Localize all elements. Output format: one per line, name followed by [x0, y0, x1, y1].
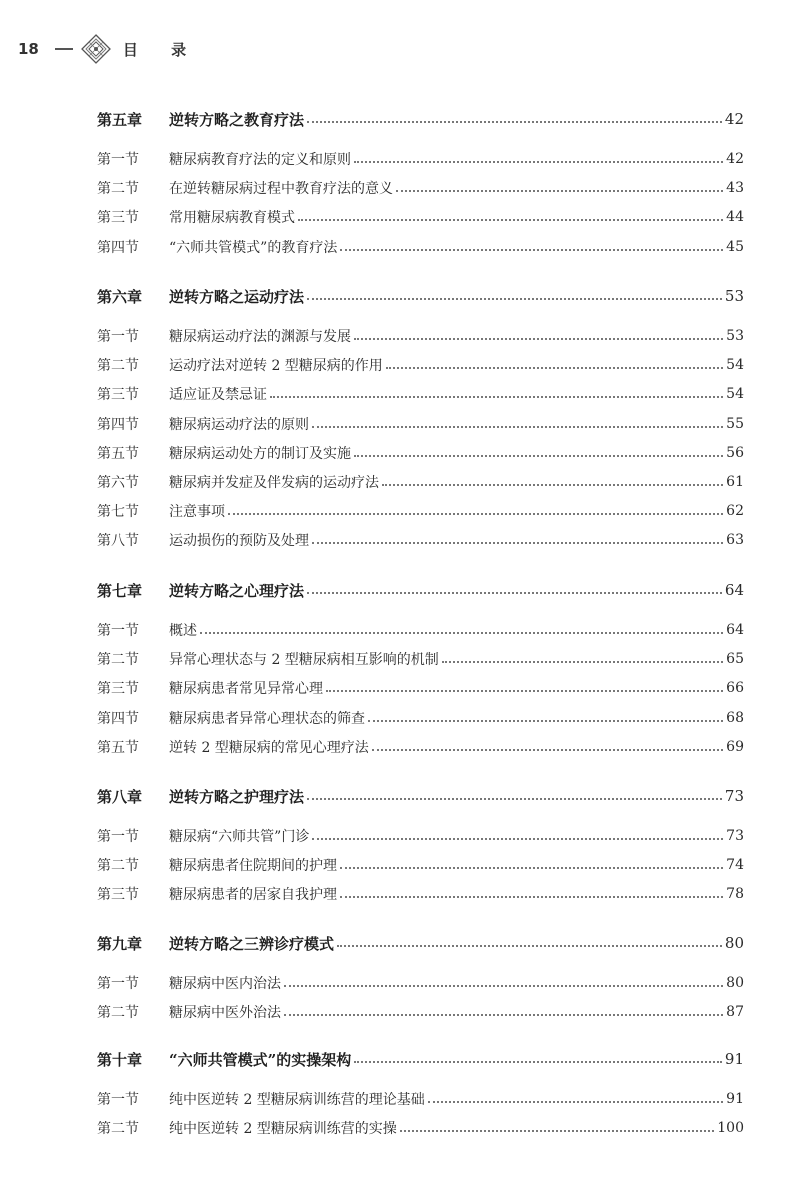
section-page-number: 63	[726, 532, 744, 548]
toc-section-row	[97, 205, 744, 229]
toc-section-row	[97, 441, 744, 465]
chapter-page-number: 64	[724, 581, 744, 599]
section-title: 糖尿病中医内治法	[169, 976, 281, 992]
section-page-number: 54	[726, 357, 744, 373]
toc-section-row	[97, 735, 744, 759]
section-page-number: 91	[726, 1091, 744, 1107]
toc-section-row	[97, 824, 744, 848]
header-title: 目 录	[122, 40, 201, 59]
toc-section-row	[97, 528, 744, 552]
chapter-title: 逆转方略之三辨诊疗模式	[169, 934, 335, 953]
toc-section-row	[97, 706, 744, 730]
section-page-number: 74	[726, 857, 744, 873]
section-page-number: 80	[726, 975, 744, 991]
section-title: 常用糖尿病教育模式	[169, 210, 295, 226]
section-page-number: 56	[726, 445, 744, 461]
section-title: 适应证及禁忌证	[169, 387, 267, 403]
section-number: 第二节	[97, 858, 139, 874]
section-number: 第六节	[97, 475, 139, 491]
section-number: 第一节	[97, 1092, 139, 1108]
section-number: 第四节	[97, 711, 139, 727]
toc-section-row	[97, 470, 744, 494]
dot-leader	[326, 690, 723, 692]
section-title: 纯中医逆转 2 型糖尿病训练营的理论基础	[169, 1092, 425, 1108]
section-page-number: 55	[726, 416, 744, 432]
running-header	[18, 34, 200, 64]
dot-leader	[312, 838, 723, 840]
toc-section-row	[97, 1116, 744, 1140]
section-title: 糖尿病患者住院期间的护理	[169, 858, 337, 874]
section-page-number: 45	[726, 239, 744, 255]
toc-section-row	[97, 235, 744, 259]
toc-section-row	[97, 618, 744, 642]
dot-leader	[354, 161, 723, 163]
section-title: 糖尿病患者异常心理状态的筛查	[169, 711, 365, 727]
section-title: 糖尿病患者常见异常心理	[169, 681, 323, 697]
section-title: 糖尿病运动处方的制订及实施	[169, 446, 351, 462]
section-page-number: 87	[726, 1004, 744, 1020]
chapter-number: 第八章	[97, 787, 143, 806]
dot-leader	[337, 945, 722, 947]
section-page-number: 66	[726, 680, 744, 696]
dot-leader	[372, 749, 723, 751]
section-page-number: 54	[726, 386, 744, 402]
chapter-number: 第七章	[97, 581, 143, 600]
dot-leader	[340, 249, 723, 251]
dot-leader	[284, 1014, 723, 1016]
section-number: 第一节	[97, 329, 139, 345]
section-number: 第一节	[97, 829, 139, 845]
dot-leader	[386, 367, 723, 369]
page-number: 18	[18, 40, 39, 58]
section-page-number: 78	[726, 886, 744, 902]
toc-chapter-row	[97, 784, 744, 808]
dot-leader	[284, 985, 723, 987]
chapter-number: 第五章	[97, 110, 143, 129]
chapter-title: 逆转方略之教育疗法	[169, 110, 305, 129]
dot-leader	[368, 720, 723, 722]
toc-section-row	[97, 176, 744, 200]
section-page-number: 62	[726, 503, 744, 519]
section-title: 运动损伤的预防及处理	[169, 533, 309, 549]
dot-leader	[307, 592, 722, 594]
dot-leader	[200, 632, 723, 634]
dot-leader	[228, 513, 723, 515]
section-number: 第五节	[97, 740, 139, 756]
section-title: 糖尿病教育疗法的定义和原则	[169, 152, 351, 168]
toc-chapter-row	[97, 107, 744, 131]
section-title: 注意事项	[169, 504, 225, 520]
section-number: 第五节	[97, 446, 139, 462]
section-number: 第四节	[97, 240, 139, 256]
section-number: 第三节	[97, 887, 139, 903]
section-page-number: 68	[726, 710, 744, 726]
dot-leader	[400, 1130, 714, 1132]
section-title: 异常心理状态与 2 型糖尿病相互影响的机制	[169, 652, 439, 668]
chapter-number: 第十章	[97, 1050, 143, 1069]
section-title: 糖尿病并发症及伴发病的运动疗法	[169, 475, 379, 491]
section-number: 第二节	[97, 1005, 139, 1021]
toc-section-row	[97, 676, 744, 700]
toc-chapter-row	[97, 578, 744, 602]
chapter-page-number: 80	[724, 934, 744, 952]
dot-leader	[312, 542, 723, 544]
section-page-number: 73	[726, 828, 744, 844]
toc-section-row	[97, 647, 744, 671]
chapter-page-number: 42	[724, 110, 744, 128]
diamond-ornament-icon	[81, 34, 111, 64]
dot-leader	[354, 1061, 722, 1063]
chapter-title: 逆转方略之运动疗法	[169, 287, 305, 306]
toc-section-row	[97, 382, 744, 406]
chapter-title: 逆转方略之心理疗法	[169, 581, 305, 600]
dot-leader	[307, 298, 722, 300]
toc-section-row	[97, 499, 744, 523]
section-title: 概述	[169, 623, 197, 639]
dot-leader	[312, 426, 723, 428]
dot-leader	[428, 1101, 723, 1103]
section-page-number: 43	[726, 180, 744, 196]
section-title: 糖尿病患者的居家自我护理	[169, 887, 337, 903]
toc-chapter-row	[97, 1047, 744, 1071]
section-number: 第二节	[97, 181, 139, 197]
section-page-number: 69	[726, 739, 744, 755]
section-page-number: 61	[726, 474, 744, 490]
toc-section-row	[97, 1087, 744, 1111]
section-page-number: 44	[726, 209, 744, 225]
toc-section-row	[97, 412, 744, 436]
chapter-page-number: 91	[724, 1050, 744, 1068]
chapter-number: 第六章	[97, 287, 143, 306]
toc-section-row	[97, 324, 744, 348]
section-title: 糖尿病中医外治法	[169, 1005, 281, 1021]
section-page-number: 65	[726, 651, 744, 667]
section-number: 第二节	[97, 652, 139, 668]
section-title: 糖尿病运动疗法的渊源与发展	[169, 329, 351, 345]
section-page-number: 64	[726, 622, 744, 638]
dot-leader	[307, 121, 722, 123]
toc-section-row	[97, 853, 744, 877]
toc-section-row	[97, 971, 744, 995]
dot-leader	[270, 396, 723, 398]
dot-leader	[340, 867, 723, 869]
section-number: 第二节	[97, 358, 139, 374]
toc-section-row	[97, 353, 744, 377]
toc-section-row	[97, 147, 744, 171]
dot-leader	[396, 190, 723, 192]
section-number: 第七节	[97, 504, 139, 520]
section-number: 第三节	[97, 387, 139, 403]
chapter-page-number: 53	[724, 287, 744, 305]
dot-leader	[354, 455, 723, 457]
dot-leader	[298, 219, 723, 221]
toc-chapter-row	[97, 284, 744, 308]
dot-leader	[307, 798, 722, 800]
section-title: “六师共管模式”的教育疗法	[169, 240, 338, 256]
section-page-number: 53	[726, 328, 744, 344]
section-number: 第二节	[97, 1121, 139, 1137]
chapter-title: “六师共管模式”的实操架构	[169, 1050, 352, 1069]
section-number: 第三节	[97, 681, 139, 697]
toc-chapter-row	[97, 931, 744, 955]
chapter-title: 逆转方略之护理疗法	[169, 787, 305, 806]
section-number: 第一节	[97, 623, 139, 639]
chapter-number: 第九章	[97, 934, 143, 953]
dot-leader	[340, 896, 723, 898]
header-dash	[55, 48, 73, 50]
section-number: 第一节	[97, 976, 139, 992]
section-number: 第一节	[97, 152, 139, 168]
dot-leader	[354, 338, 723, 340]
section-title: 逆转 2 型糖尿病的常见心理疗法	[169, 740, 369, 756]
section-number: 第三节	[97, 210, 139, 226]
section-title: 在逆转糖尿病过程中教育疗法的意义	[169, 181, 393, 197]
section-title: 运动疗法对逆转 2 型糖尿病的作用	[169, 358, 383, 374]
section-page-number: 100	[717, 1120, 744, 1136]
dot-leader	[442, 661, 723, 663]
section-title: 糖尿病运动疗法的原则	[169, 417, 309, 433]
section-title: 糖尿病“六师共管”门诊	[169, 829, 310, 845]
chapter-page-number: 73	[724, 787, 744, 805]
section-number: 第四节	[97, 417, 139, 433]
toc-section-row	[97, 1000, 744, 1024]
toc-section-row	[97, 882, 744, 906]
section-number: 第八节	[97, 533, 139, 549]
section-title: 纯中医逆转 2 型糖尿病训练营的实操	[169, 1121, 397, 1137]
section-page-number: 42	[726, 151, 744, 167]
dot-leader	[382, 484, 723, 486]
